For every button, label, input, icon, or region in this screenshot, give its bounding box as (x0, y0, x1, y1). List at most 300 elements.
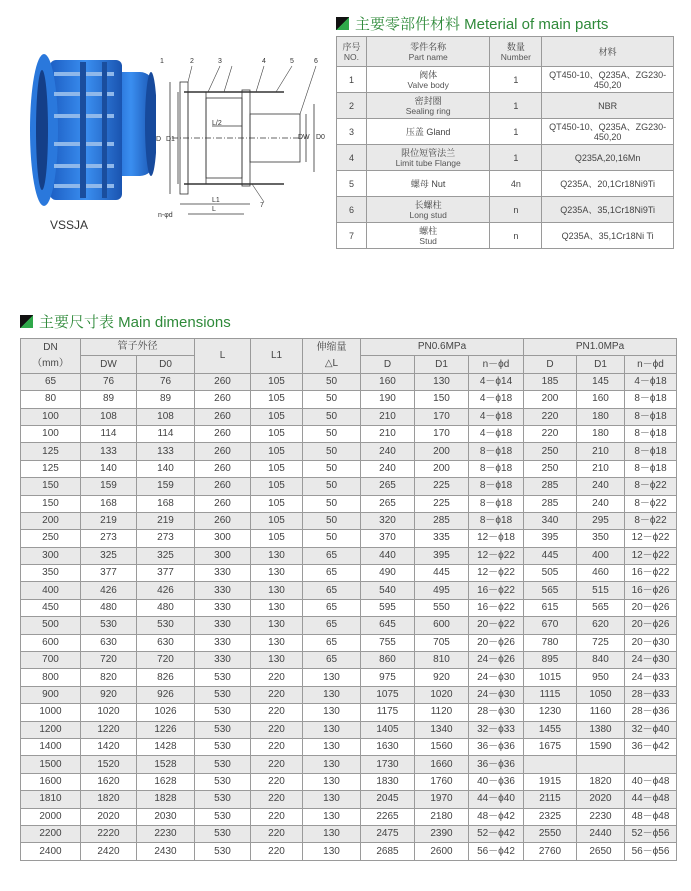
dims-table-row (21, 391, 677, 408)
dims-cell: 125 (21, 460, 81, 477)
dims-table-row (21, 721, 677, 738)
dims-cell: 495 (415, 582, 469, 599)
header-pn10-d1: D1 (577, 356, 625, 373)
dims-table-row (21, 599, 677, 616)
dims-cell: 50 (303, 478, 361, 495)
dims-cell: 1675 (524, 738, 577, 755)
dims-cell: 377 (137, 565, 195, 582)
dims-cell: 12－ϕ22 (469, 565, 524, 582)
dims-cell: 220 (251, 808, 303, 825)
dims-cell: 40－ϕ48 (625, 773, 677, 790)
dims-cell: 50 (303, 512, 361, 529)
part-qty-cell: 4n (490, 171, 542, 197)
dims-cell: 670 (524, 617, 577, 634)
dims-cell: 330 (195, 582, 251, 599)
dims-cell: 24－ϕ33 (625, 669, 677, 686)
parts-table (336, 36, 674, 249)
dims-cell: 130 (251, 634, 303, 651)
dims-cell: 2115 (524, 791, 577, 808)
dims-cell: 2000 (21, 808, 81, 825)
dims-title-text: 主要尺寸表 Main dimensions (39, 314, 231, 331)
dims-table-row (21, 512, 677, 529)
dims-cell: 219 (81, 512, 137, 529)
dims-cell: 2390 (415, 825, 469, 842)
part-no-cell: 2 (337, 93, 367, 119)
dims-cell: 1820 (577, 773, 625, 790)
dims-cell: 400 (577, 547, 625, 564)
dims-cell: 550 (415, 599, 469, 616)
dims-cell: 150 (21, 495, 81, 512)
dims-cell: 8－ϕ18 (625, 460, 677, 477)
dims-table-row (21, 443, 677, 460)
dims-cell: 2550 (524, 825, 577, 842)
callout-5: 5 (290, 58, 294, 65)
dims-cell: 133 (137, 443, 195, 460)
dims-cell: 220 (524, 425, 577, 442)
dims-cell: 2230 (577, 808, 625, 825)
dims-cell: 130 (303, 825, 361, 842)
dims-cell: 250 (524, 443, 577, 460)
dims-cell: 210 (361, 425, 415, 442)
dims-table-row (21, 808, 677, 825)
dims-cell: 105 (251, 460, 303, 477)
dims-cell: 4－ϕ18 (469, 391, 524, 408)
dim-dw: DW (298, 134, 310, 141)
dims-cell: 65 (303, 565, 361, 582)
dims-cell: 76 (81, 373, 137, 390)
dims-table-row (21, 652, 677, 669)
parts-table-row (337, 145, 674, 171)
dims-cell: 2685 (361, 843, 415, 860)
dims-cell: 755 (361, 634, 415, 651)
dims-cell: 24－ϕ30 (469, 686, 524, 703)
dim-d1: D1 (166, 136, 175, 143)
dims-cell: 105 (251, 495, 303, 512)
dims-cell: 65 (303, 582, 361, 599)
dims-cell: 1340 (415, 721, 469, 738)
dims-cell: 114 (137, 425, 195, 442)
dims-cell: 65 (303, 599, 361, 616)
dims-cell: 1600 (21, 773, 81, 790)
dims-cell: 2475 (361, 825, 415, 842)
dims-cell: 1020 (415, 686, 469, 703)
dims-cell: 1820 (81, 791, 137, 808)
dims-cell: 24－ϕ26 (469, 652, 524, 669)
part-name-cell: 密封圈 Sealing ring (366, 93, 490, 119)
dims-table-row (21, 617, 677, 634)
dims-cell: 377 (81, 565, 137, 582)
dims-cell: 50 (303, 443, 361, 460)
dims-cell: 705 (415, 634, 469, 651)
dims-cell: 330 (195, 634, 251, 651)
dims-cell: 8－ϕ18 (469, 478, 524, 495)
dims-table-row (21, 408, 677, 425)
dims-cell: 1226 (137, 721, 195, 738)
dims-cell: 114 (81, 425, 137, 442)
dims-cell: 2650 (577, 843, 625, 860)
part-no-cell: 5 (337, 171, 367, 197)
dims-cell: 12－ϕ22 (469, 547, 524, 564)
dims-cell: 860 (361, 652, 415, 669)
dims-cell: 565 (524, 582, 577, 599)
dims-cell: 210 (577, 460, 625, 477)
dims-cell: 8－ϕ18 (469, 495, 524, 512)
dims-cell: 20－ϕ26 (625, 617, 677, 634)
dims-cell: 160 (361, 373, 415, 390)
dims-cell: 2430 (137, 843, 195, 860)
callout-6: 6 (314, 58, 318, 65)
dims-cell: 445 (524, 547, 577, 564)
dims-cell: 335 (415, 530, 469, 547)
dims-cell: 1630 (361, 738, 415, 755)
dims-cell: 440 (361, 547, 415, 564)
dims-table-row (21, 738, 677, 755)
dims-cell: 159 (81, 478, 137, 495)
dims-cell: 800 (21, 669, 81, 686)
dims-cell: 530 (195, 756, 251, 773)
dims-cell: 1660 (415, 756, 469, 773)
dims-cell: 615 (524, 599, 577, 616)
dims-table-row (21, 825, 677, 842)
dims-cell: 130 (303, 738, 361, 755)
part-qty-cell: 1 (490, 67, 542, 93)
dims-cell: 133 (81, 443, 137, 460)
dims-cell: 1455 (524, 721, 577, 738)
dims-cell: 530 (195, 738, 251, 755)
header-l1: L1 (251, 339, 303, 374)
dims-cell: 20－ϕ26 (625, 599, 677, 616)
dims-cell: 530 (195, 773, 251, 790)
dims-cell: 1830 (361, 773, 415, 790)
dims-cell: 32－ϕ40 (625, 721, 677, 738)
parts-table-row (337, 93, 674, 119)
dims-cell: 130 (303, 704, 361, 721)
header-d0: D0 (137, 356, 195, 373)
dims-cell: 105 (251, 478, 303, 495)
dims-cell: 395 (415, 547, 469, 564)
dims-cell: 100 (21, 425, 81, 442)
dims-cell: 2020 (81, 808, 137, 825)
dims-cell: 32－ϕ33 (469, 721, 524, 738)
parts-table-row (337, 119, 674, 145)
dims-cell: 1120 (415, 704, 469, 721)
dims-cell: 330 (195, 652, 251, 669)
dims-cell: 36－ϕ42 (625, 738, 677, 755)
parts-table-row (337, 171, 674, 197)
dims-cell: 2600 (415, 843, 469, 860)
dims-cell: 780 (524, 634, 577, 651)
dims-cell: 600 (415, 617, 469, 634)
parts-table-row (337, 223, 674, 249)
dims-cell: 80 (21, 391, 81, 408)
header-l: L (195, 339, 251, 374)
dims-cell: 645 (361, 617, 415, 634)
dims-cell: 8－ϕ18 (625, 391, 677, 408)
dims-cell: 105 (251, 443, 303, 460)
dims-cell: 220 (251, 738, 303, 755)
dims-cell: 220 (251, 756, 303, 773)
dims-cell: 65 (303, 547, 361, 564)
dims-cell: 12－ϕ22 (625, 530, 677, 547)
dims-cell: 350 (21, 565, 81, 582)
dims-cell: 260 (195, 512, 251, 529)
dims-cell: 1200 (21, 721, 81, 738)
dims-cell: 1730 (361, 756, 415, 773)
dims-cell: 1020 (81, 704, 137, 721)
dims-cell: 108 (81, 408, 137, 425)
dims-cell: 44－ϕ48 (625, 791, 677, 808)
part-name-cell: 长螺柱 Long stud (366, 197, 490, 223)
dims-table-row (21, 669, 677, 686)
dims-cell: 260 (195, 425, 251, 442)
dims-cell: 89 (137, 391, 195, 408)
dims-cell: 370 (361, 530, 415, 547)
dims-cell: 530 (195, 843, 251, 860)
dims-cell: 2420 (81, 843, 137, 860)
dim-d0: D0 (316, 134, 325, 141)
dims-cell: 225 (415, 478, 469, 495)
dims-cell: 1115 (524, 686, 577, 703)
dims-cell: 8－ϕ18 (625, 408, 677, 425)
dims-cell: 185 (524, 373, 577, 390)
dims-cell: 2400 (21, 843, 81, 860)
dims-cell: 1620 (81, 773, 137, 790)
dims-cell: 4－ϕ18 (625, 373, 677, 390)
dims-cell: 240 (361, 460, 415, 477)
dims-cell: 240 (361, 443, 415, 460)
dims-cell: 1428 (137, 738, 195, 755)
dims-cell: 52－ϕ56 (625, 825, 677, 842)
dims-cell: 2200 (21, 825, 81, 842)
dims-cell: 105 (251, 408, 303, 425)
dims-cell: 530 (195, 669, 251, 686)
dims-cell: 975 (361, 669, 415, 686)
dims-cell: 1560 (415, 738, 469, 755)
dims-cell (625, 756, 677, 773)
dims-cell: 180 (577, 408, 625, 425)
part-no-cell: 3 (337, 119, 367, 145)
dims-cell: 130 (303, 773, 361, 790)
dims-cell: 8－ϕ18 (469, 512, 524, 529)
dims-cell: 1500 (21, 756, 81, 773)
dims-cell: 540 (361, 582, 415, 599)
dims-cell: 330 (195, 599, 251, 616)
dims-cell: 2220 (81, 825, 137, 842)
dims-cell: 2230 (137, 825, 195, 842)
dims-cell: 105 (251, 512, 303, 529)
dims-cell: 65 (303, 617, 361, 634)
parts-section-title (336, 13, 608, 34)
dims-cell: 50 (303, 530, 361, 547)
dim-l-half: L/2 (212, 120, 222, 127)
dims-cell: 16－ϕ22 (469, 582, 524, 599)
dims-cell: 1175 (361, 704, 415, 721)
dims-cell: 260 (195, 443, 251, 460)
dims-cell: 1520 (81, 756, 137, 773)
dims-cell: 220 (251, 825, 303, 842)
dims-cell: 400 (21, 582, 81, 599)
dims-cell: 145 (577, 373, 625, 390)
dims-cell: 2045 (361, 791, 415, 808)
part-name-cell: 限位短管法兰 Limit tube Flange (366, 145, 490, 171)
dims-cell: 28－ϕ36 (625, 704, 677, 721)
dims-cell: 16－ϕ22 (625, 565, 677, 582)
part-qty-cell: n (490, 223, 542, 249)
dims-cell: 1220 (81, 721, 137, 738)
part-name-cell: 螺母 Nut (366, 171, 490, 197)
dims-cell: 445 (415, 565, 469, 582)
dims-table-row (21, 843, 677, 860)
part-no-cell: 7 (337, 223, 367, 249)
dims-cell: 220 (251, 721, 303, 738)
dims-cell: 220 (251, 686, 303, 703)
dims-cell: 1000 (21, 704, 81, 721)
dims-cell: 950 (577, 669, 625, 686)
dims-cell: 168 (81, 495, 137, 512)
dims-cell: 895 (524, 652, 577, 669)
dims-cell: 300 (195, 530, 251, 547)
dims-cell: 2265 (361, 808, 415, 825)
dims-cell: 4－ϕ18 (469, 425, 524, 442)
section-marker-icon (336, 17, 349, 30)
dims-cell: 150 (415, 391, 469, 408)
callout-4: 4 (262, 58, 266, 65)
dims-cell: 240 (577, 478, 625, 495)
dims-cell: 200 (21, 512, 81, 529)
dims-cell: 1380 (577, 721, 625, 738)
dims-header-row-1 (21, 339, 677, 356)
dims-cell: 900 (21, 686, 81, 703)
dims-cell: 300 (21, 547, 81, 564)
dims-cell: 1400 (21, 738, 81, 755)
dims-table-row (21, 460, 677, 477)
dims-cell: 450 (21, 599, 81, 616)
dims-cell: 1760 (415, 773, 469, 790)
dims-cell: 720 (137, 652, 195, 669)
dims-cell: 840 (577, 652, 625, 669)
dimensions-table (20, 338, 677, 861)
dims-cell: 920 (81, 686, 137, 703)
dims-cell: 140 (137, 460, 195, 477)
header-pn06-d1: D1 (415, 356, 469, 373)
dims-cell (577, 756, 625, 773)
dims-cell: 130 (251, 652, 303, 669)
callout-3: 3 (218, 58, 222, 65)
dims-cell: 515 (577, 582, 625, 599)
dims-cell: 1528 (137, 756, 195, 773)
product-photo (28, 50, 156, 210)
dims-cell: 44－ϕ40 (469, 791, 524, 808)
dims-cell: 330 (195, 565, 251, 582)
header-pn06: PN0.6MPa (361, 339, 524, 356)
dims-cell: 260 (195, 460, 251, 477)
dims-cell: 8－ϕ22 (625, 495, 677, 512)
dims-cell: 159 (137, 478, 195, 495)
dims-cell: 50 (303, 408, 361, 425)
dims-cell: 250 (21, 530, 81, 547)
dims-cell: 130 (303, 756, 361, 773)
dim-l: L (212, 206, 216, 213)
dims-cell: 720 (81, 652, 137, 669)
product-model-label: VSSJA (50, 218, 89, 232)
dims-cell: 1160 (577, 704, 625, 721)
part-material-cell: Q235A、20,1Cr18Ni9Ti (542, 171, 674, 197)
dims-cell: 160 (577, 391, 625, 408)
dims-cell (524, 756, 577, 773)
part-material-cell: Q235A,20,16Mn (542, 145, 674, 171)
callout-2: 2 (190, 58, 194, 65)
part-name-cell: 压盖 Gland (366, 119, 490, 145)
dims-cell: 130 (415, 373, 469, 390)
dims-cell: 273 (137, 530, 195, 547)
parts-header-cell: 序号 NO. (337, 37, 367, 67)
dims-table-row (21, 686, 677, 703)
dims-cell: 505 (524, 565, 577, 582)
dims-cell: 24－ϕ30 (469, 669, 524, 686)
dims-cell: 28－ϕ30 (469, 704, 524, 721)
dims-table-row (21, 756, 677, 773)
dims-cell: 50 (303, 391, 361, 408)
dims-cell: 210 (577, 443, 625, 460)
dims-cell: 926 (137, 686, 195, 703)
dims-cell: 260 (195, 408, 251, 425)
dims-cell: 8－ϕ22 (625, 512, 677, 529)
dims-cell: 2325 (524, 808, 577, 825)
dims-table-row (21, 425, 677, 442)
dims-cell: 2030 (137, 808, 195, 825)
dims-cell: 125 (21, 443, 81, 460)
section-marker-icon (20, 315, 33, 328)
dims-cell: 220 (524, 408, 577, 425)
dims-cell: 130 (303, 808, 361, 825)
dims-section-title (20, 311, 231, 332)
dims-cell: 200 (524, 391, 577, 408)
dims-cell: 330 (195, 617, 251, 634)
dims-cell: 530 (195, 825, 251, 842)
part-no-cell: 6 (337, 197, 367, 223)
dims-cell: 295 (577, 512, 625, 529)
dims-cell: 130 (303, 686, 361, 703)
dims-cell: 170 (415, 408, 469, 425)
part-name-cell: 阀体 Valve body (366, 67, 490, 93)
dims-cell: 1015 (524, 669, 577, 686)
dims-cell: 1075 (361, 686, 415, 703)
dims-cell: 2180 (415, 808, 469, 825)
dims-cell: 130 (303, 791, 361, 808)
dims-cell: 105 (251, 530, 303, 547)
part-no-cell: 1 (337, 67, 367, 93)
dims-cell: 130 (251, 599, 303, 616)
dims-cell: 76 (137, 373, 195, 390)
dims-cell: 826 (137, 669, 195, 686)
dims-cell: 89 (81, 391, 137, 408)
dims-cell: 240 (577, 495, 625, 512)
dims-cell: 56－ϕ56 (625, 843, 677, 860)
part-material-cell: Q235A、35,1Cr18Ni Ti (542, 223, 674, 249)
dims-cell: 65 (21, 373, 81, 390)
dims-cell: 20－ϕ30 (625, 634, 677, 651)
dims-cell: 168 (137, 495, 195, 512)
dims-cell: 250 (524, 460, 577, 477)
header-pn10: PN1.0MPa (524, 339, 677, 356)
dims-cell: 8－ϕ22 (625, 478, 677, 495)
dims-cell: 1915 (524, 773, 577, 790)
dims-table-row (21, 478, 677, 495)
header-pn06-nphi: n－ϕd (469, 356, 524, 373)
part-material-cell: NBR (542, 93, 674, 119)
dims-cell: 8－ϕ18 (625, 443, 677, 460)
dims-cell: 595 (361, 599, 415, 616)
